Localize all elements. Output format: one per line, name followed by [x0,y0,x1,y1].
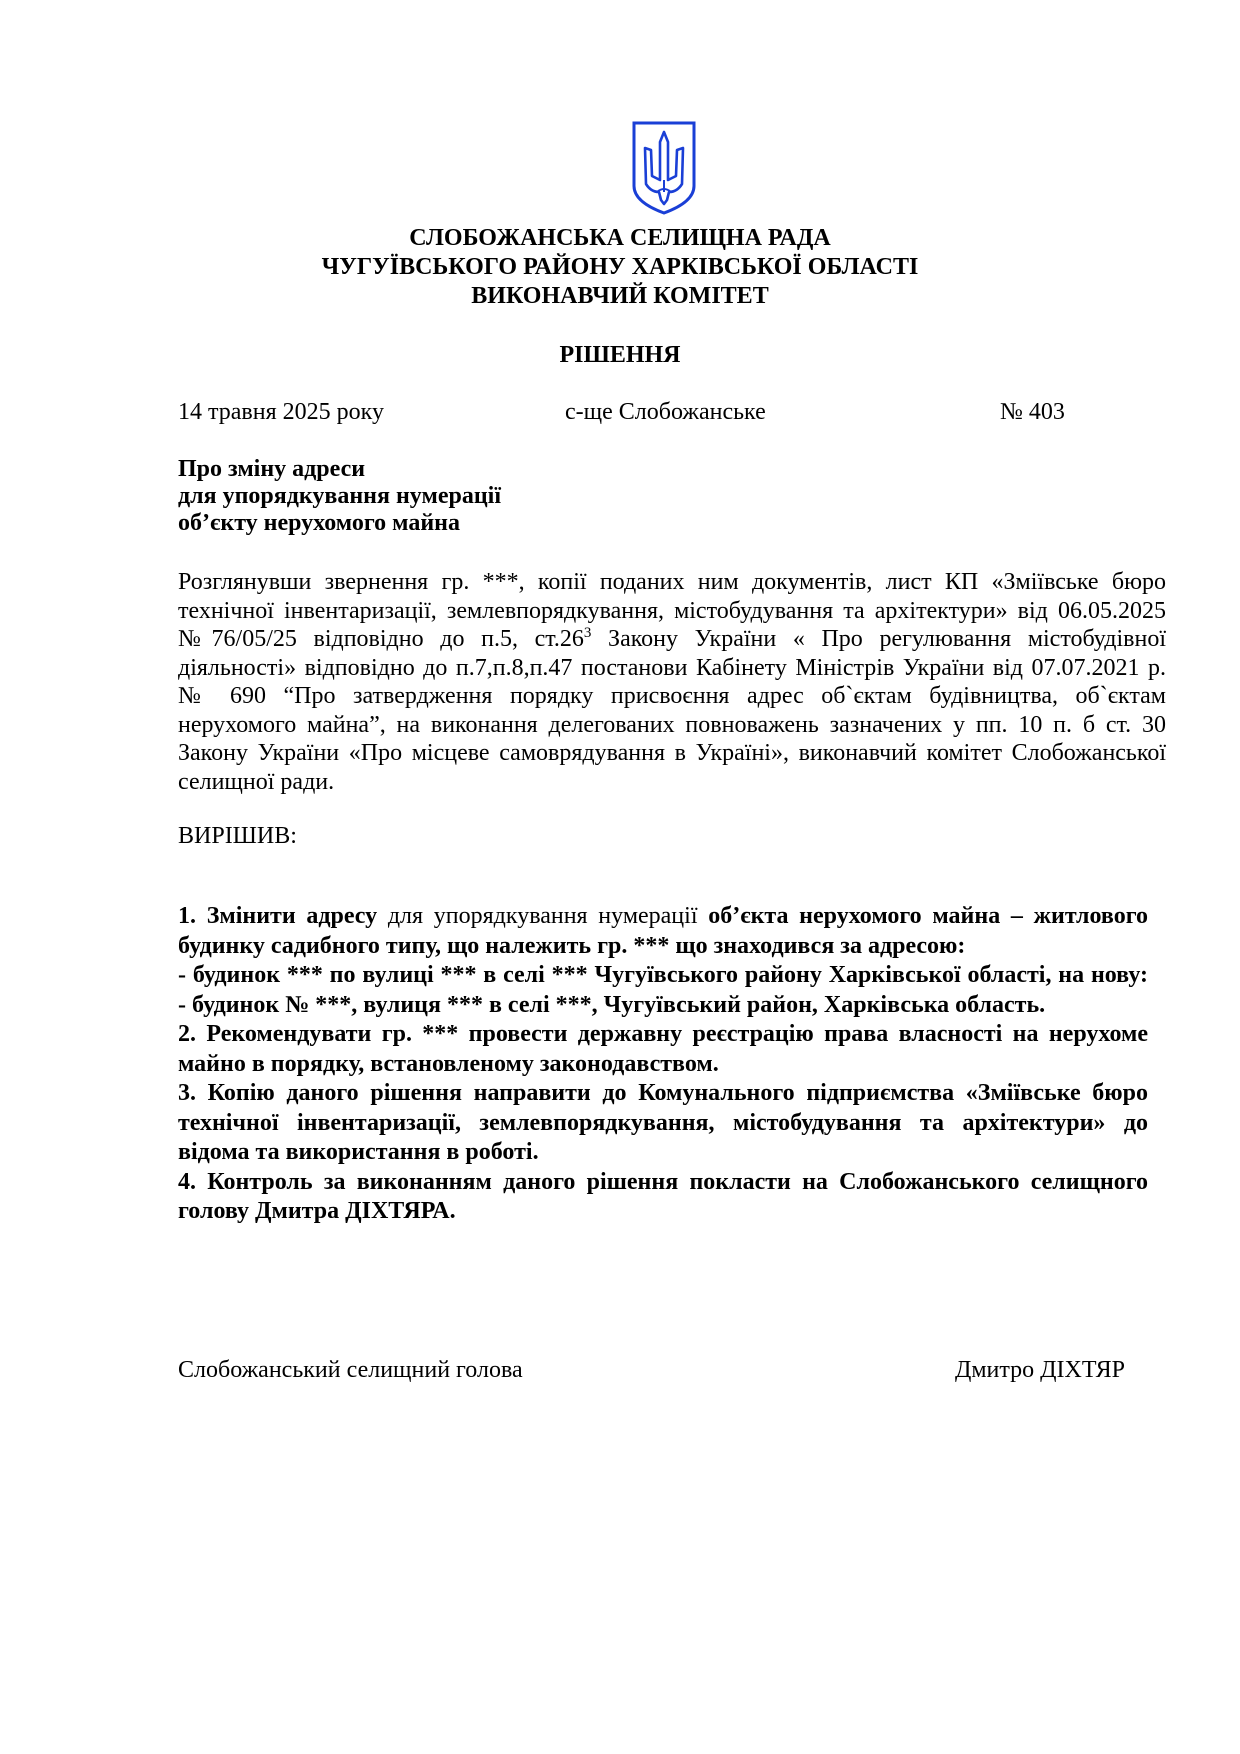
item-1-end: об’єкта нерухомого майна – житлового будинку садибного типу, що належить гр. *** що знаходився за адресою: [178,903,1148,959]
subject-line-3: об’єкту нерухомого майна [178,510,460,536]
signature-position: Слобожанський селищний голова [178,1357,523,1383]
item-1-start: 1. Змінити адресу [178,903,378,929]
resolved-heading: ВИРІШИВ: [178,823,297,849]
decision-subject [178,456,501,537]
signature-name: Дмитро ДІХТЯР [955,1357,1125,1383]
preamble-paragraph [178,568,1166,796]
decision-items [178,902,1148,1227]
item-3-text: 3. Копію даного рішення направити до Комунального підприємства «Зміївське бюро технічної інвентаризації, землевпорядкування, містобудування та архітектури» до відома та використання в роботі. [178,1080,1148,1165]
subject-line-1: Про зміну адреси [178,456,366,482]
district-name: ЧУГУЇВСЬКОГО РАЙОНУ ХАРКІВСЬКОЇ ОБЛАСТІ [321,254,919,280]
subject-line-2: для упорядкування нумерації [178,483,502,509]
coat-of-arms-icon [631,120,697,216]
decision-title: РІШЕННЯ [559,342,681,368]
item-1-middle: для упорядкування нумерації [377,903,709,929]
item-2-text: 2. Рекомендувати гр. *** провести державну реєстрацію права власності на нерухоме майно в порядку, встановленому законодавством. [178,1021,1148,1077]
decision-date: 14 травня 2025 року [178,399,384,425]
item-4 [178,1168,1148,1227]
preamble-part-1: Розглянувши звернення гр. ***, копії поданих ним документів, лист КП «Зміївське бюро технічної інвентаризації, землевпорядкування, містобудування та архітектури» від 06.05.2025 №76/05/25 відповідно до п.5, ст.26 [178,569,1166,652]
council-name: СЛОБОЖАНСЬКА СЕЛИЩНА РАДА [409,225,831,251]
preamble-superscript: 3 [583,625,592,641]
item-2 [178,1020,1148,1079]
item-1-address [178,961,1148,1020]
preamble-part-2: Закону України « Про регулювання містобудівної діяльності» відповідно до п.7,п.8,п.47 постанови Кабінету Міністрів України від 07.07.2021 р. № 690 “Про затвердження порядку присвоєння адрес об`єктам будівництва, об`єктам нерухомого майна”, на виконання делегованих повноважень зазначених у пп. 10 п. б ст. 30 Закону України «Про місцеве самоврядування в Україні», виконавчий комітет Слобожанської селищної ради. [178,626,1167,795]
item-1 [178,902,1148,961]
item-3 [178,1079,1148,1168]
decision-number: № 403 [1000,399,1065,425]
committee-name: ВИКОНАВЧИЙ КОМІТЕТ [471,283,769,309]
decision-place: с-ще Слобожанське [565,399,766,425]
item-1-address-text: - будинок *** по вулиці *** в селі *** Чугуївського району Харківської області, на нову: - будинок № ***, вулиця *** в селі ***, Чугуївський район, Харківська область. [178,962,1148,1018]
item-4-text: 4. Контроль за виконанням даного рішення покласти на Слобожанського селищного голову Дмитра ДІХТЯРА. [178,1168,1148,1224]
